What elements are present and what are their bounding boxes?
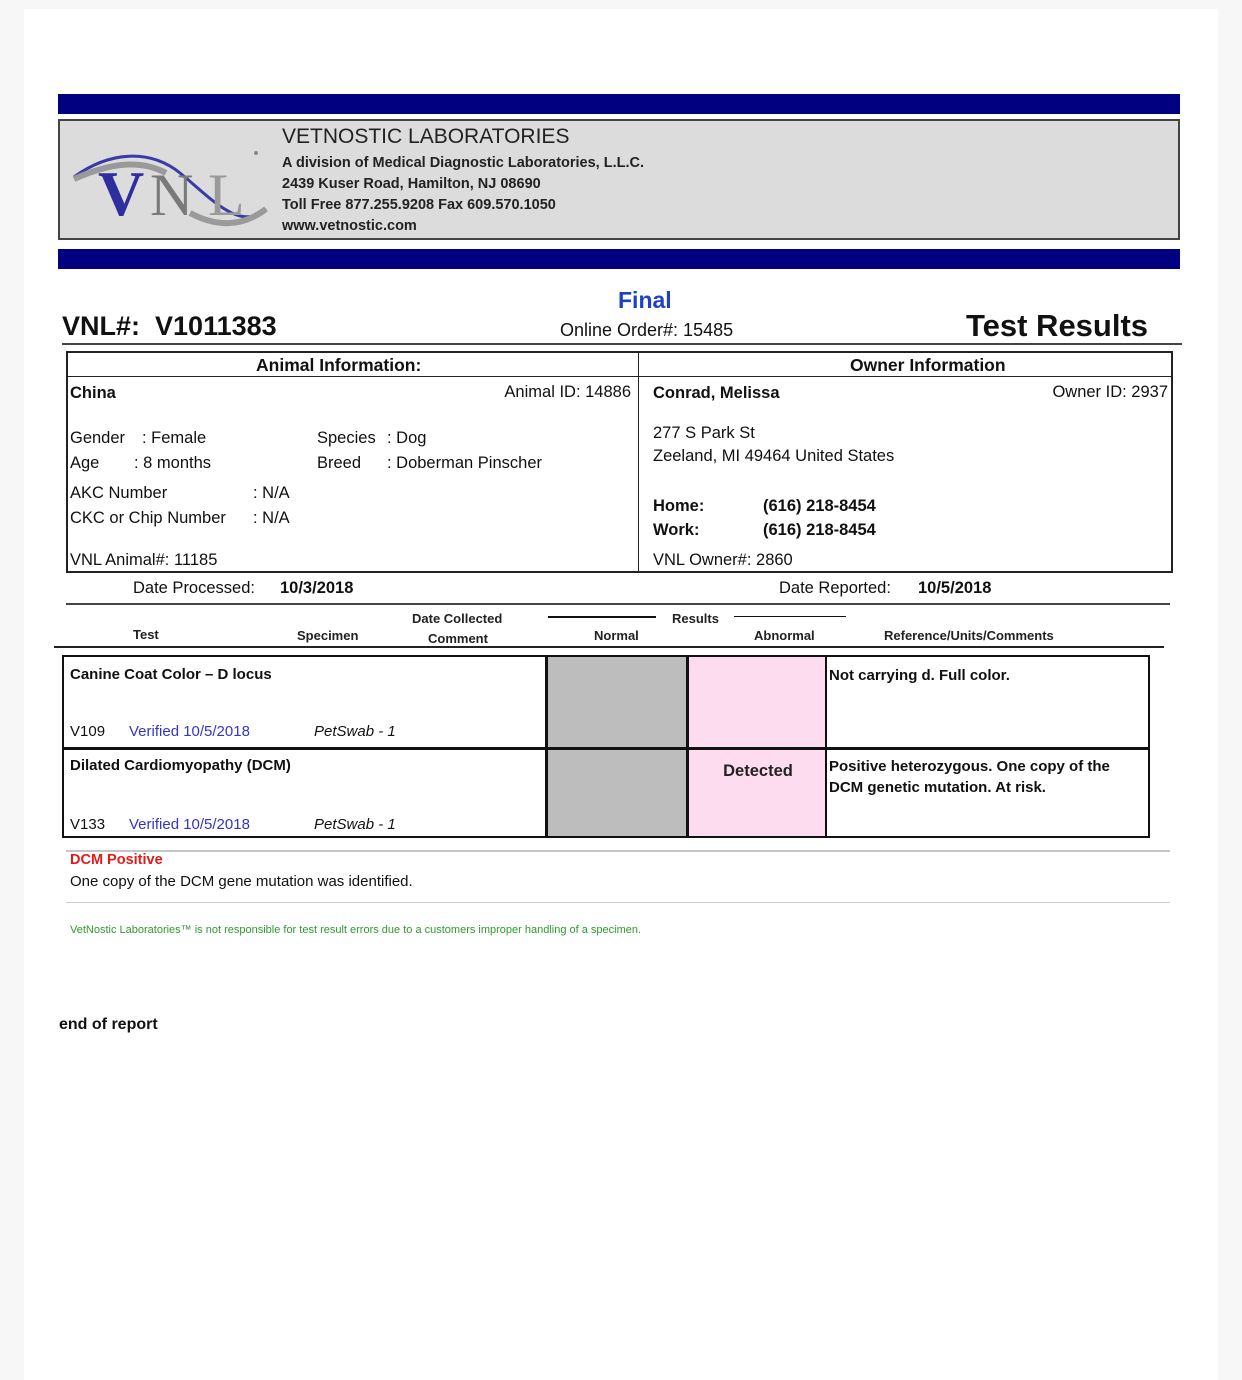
page-title: Test Results <box>966 308 1149 343</box>
column-specimen: Specimen <box>297 628 359 643</box>
lab-address: 2439 Kuser Road, Hamilton, NJ 08690 <box>282 176 541 192</box>
notes-bottom-divider <box>66 902 1170 903</box>
test-name: Dilated Cardiomyopathy (DCM) <box>70 757 291 774</box>
title-divider <box>62 343 1182 345</box>
animal-id: Animal ID: 14886 <box>504 383 631 401</box>
svg-text:N: N <box>150 162 194 228</box>
info-header-divider <box>68 376 1171 377</box>
end-of-report: end of report <box>59 1016 158 1033</box>
specimen: PetSwab - 1 <box>314 816 396 833</box>
report-status: Final <box>618 287 672 313</box>
results-table <box>62 655 1150 838</box>
gender-label: Gender <box>70 429 126 447</box>
breed-value: : Doberman Pinscher <box>387 454 542 472</box>
columns-divider <box>54 646 1164 648</box>
verified-status: Verified 10/5/2018 <box>129 723 250 740</box>
ckc-label: CKC or Chip Number <box>70 509 226 527</box>
date-reported: 10/5/2018 <box>918 579 992 597</box>
test-code: V109 <box>70 723 106 740</box>
column-test: Test <box>133 627 159 642</box>
lab-phone-fax: Toll Free 877.255.9208 Fax 609.570.1050 <box>282 197 556 213</box>
lab-division: A division of Medical Diagnostic Laboratories, L.L.C. <box>282 155 645 171</box>
normal-cell <box>545 750 686 836</box>
akc-value: : N/A <box>253 484 290 502</box>
work-phone-label: Work: <box>653 521 700 539</box>
vnl-label: VNL#: <box>62 311 141 341</box>
owner-id: Owner ID: 2937 <box>1052 383 1168 401</box>
column-reference: Reference/Units/Comments <box>884 628 1054 643</box>
notes-top-divider <box>66 850 1170 852</box>
column-date-collected: Date Collected <box>412 611 503 626</box>
column-results: Results <box>672 611 719 626</box>
owner-name: Conrad, Melissa <box>653 384 780 402</box>
info-column-divider <box>638 353 639 571</box>
column-comment: Comment <box>428 631 488 646</box>
verified-status: Verified 10/5/2018 <box>129 816 250 833</box>
vnl-value: V1011383 <box>155 311 277 341</box>
vnl-logo-icon <box>70 143 270 229</box>
date-processed-label: Date Processed: <box>133 579 255 597</box>
animal-section-title: Animal Information: <box>256 355 422 375</box>
normal-cell <box>545 657 686 747</box>
svg-text:V: V <box>98 158 145 229</box>
dcm-positive-title: DCM Positive <box>70 852 163 868</box>
breed-label: Breed <box>317 454 362 472</box>
specimen: PetSwab - 1 <box>314 723 396 740</box>
test-name: Canine Coat Color – D locus <box>70 666 272 683</box>
animal-name: China <box>70 384 116 402</box>
date-reported-label: Date Reported: <box>779 579 891 597</box>
test-code: V133 <box>70 816 106 833</box>
species-value: : Dog <box>387 429 427 447</box>
letterhead-banner <box>58 119 1180 240</box>
info-panel <box>66 351 1173 573</box>
results-line-left <box>548 616 656 618</box>
owner-section-title: Owner Information <box>850 355 1006 375</box>
ckc-value: : N/A <box>253 509 290 527</box>
vnl-animal-number: VNL Animal#: 11185 <box>70 551 218 569</box>
abnormal-result: Detected <box>723 762 793 780</box>
lab-name: VETNOSTIC LABORATORIES <box>282 125 570 148</box>
age-label: Age <box>70 454 100 472</box>
header-top-bar <box>58 94 1180 114</box>
dates-divider <box>66 603 1170 605</box>
abnormal-cell <box>686 657 827 747</box>
age-value: : 8 months <box>134 454 212 472</box>
work-phone: (616) 218-8454 <box>763 521 876 539</box>
column-normal: Normal <box>594 628 639 643</box>
header-bottom-bar <box>58 249 1180 269</box>
dcm-positive-note: One copy of the DCM gene mutation was identified. <box>70 873 413 890</box>
svg-text:L: L <box>208 162 245 228</box>
result-comment: Not carrying d. Full color. <box>829 667 1010 684</box>
results-line-right <box>734 616 846 617</box>
date-processed: 10/3/2018 <box>280 579 354 597</box>
column-abnormal: Abnormal <box>754 628 815 643</box>
disclaimer: VetNostic Laboratories™ is not responsible for test result errors due to a customers improper handling of a specimen. <box>70 924 642 936</box>
gender-value: : Female <box>142 429 207 447</box>
lab-website[interactable]: www.vetnostic.com <box>282 218 417 234</box>
vnl-owner-number: VNL Owner#: 2860 <box>653 551 793 569</box>
home-phone-label: Home: <box>653 497 705 515</box>
vnl-number <box>62 311 277 342</box>
home-phone: (616) 218-8454 <box>763 497 876 515</box>
owner-street: 277 S Park St <box>653 424 755 442</box>
owner-city: Zeeland, MI 49464 United States <box>653 447 895 465</box>
akc-label: AKC Number <box>70 484 168 502</box>
result-comment: Positive heterozygous. One copy of the DCM genetic mutation. At risk. <box>829 758 1110 796</box>
species-label: Species <box>317 429 376 447</box>
online-order: Online Order#: 15485 <box>560 320 734 340</box>
